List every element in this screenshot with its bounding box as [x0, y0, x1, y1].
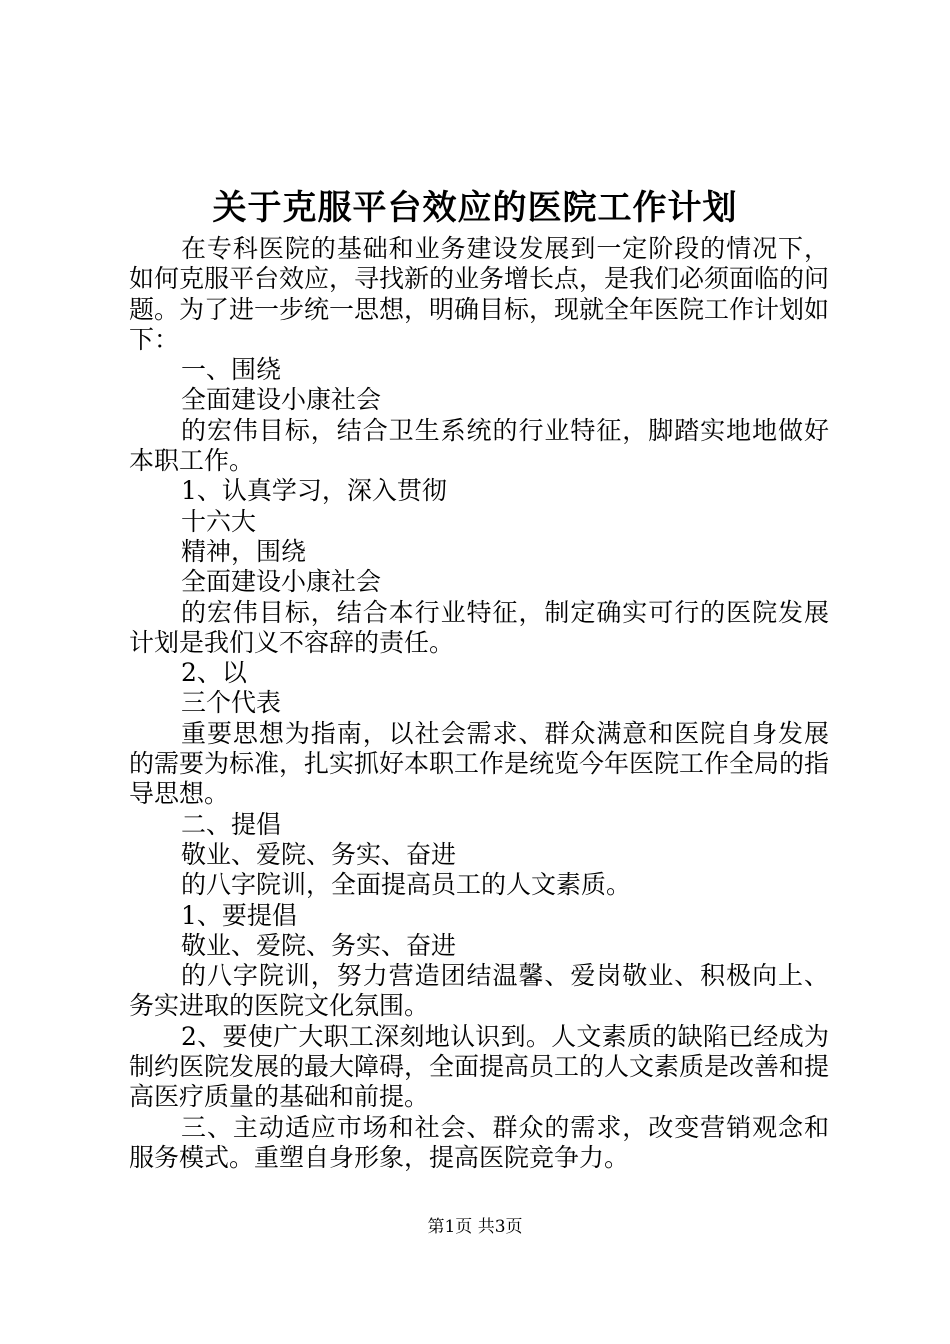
- section-2-quote: 敬业、爱院、务实、奋进: [181, 839, 457, 869]
- item-2-1-quote: 敬业、爱院、务实、奋进: [181, 930, 457, 960]
- section-3-text: 三、主动适应市场和社会、群众的需求，改变营销观念和服务模式。重塑自身形象，提高医院竞争力。: [129, 1112, 829, 1172]
- item-2-1-text: 的八字院训，努力营造团结温馨、爱岗敬业、积极向上、务实进取的医院文化氛围。: [129, 961, 829, 1021]
- item-1-2-text: 重要思想为指南，以社会需求、群众满意和医院自身发展的需要为标准，扎实抓好本职工作是统览今年医院工作全局的指导思想。: [129, 718, 830, 809]
- item-1-1-quote-b: 全面建设小康社会: [181, 567, 382, 597]
- document-title: 关于克服平台效应的医院工作计划: [212, 188, 738, 228]
- item-1-1-line: 精神，围绕: [181, 536, 307, 566]
- document-body: [129, 234, 829, 1173]
- section-1-heading: 一、围绕: [181, 355, 282, 385]
- item-2-2-text: 2、要使广大职工深刻地认识到。人文素质的缺陷已经成为制约医院发展的最大障碍，全面提高员工的人文素质是改善和提高医疗质量的基础和前提。: [129, 1021, 830, 1112]
- item-2-1-heading: 1、要提倡: [181, 900, 297, 930]
- section-1-quote: 全面建设小康社会: [181, 385, 382, 415]
- page-footer: 第1页 共3页: [427, 1217, 523, 1237]
- item-1-1-quote-a: 十六大: [181, 506, 257, 536]
- section-2-heading: 二、提倡: [181, 809, 282, 839]
- item-1-2-heading: 2、以: [181, 658, 247, 688]
- item-1-1-text: 的宏伟目标，结合本行业特征，制定确实可行的医院发展计划是我们义不容辞的责任。: [129, 597, 829, 657]
- section-1-text: 的宏伟目标，结合卫生系统的行业特征，脚踏实地地做好本职工作。: [129, 415, 829, 476]
- item-1-2-quote: 三个代表: [181, 688, 282, 718]
- intro-paragraph: 在专科医院的基础和业务建设发展到一定阶段的情况下，如何克服平台效应，寻找新的业务增长点，是我们必须面临的问题。为了进一步统一思想，明确目标，现就全年医院工作计划如下：: [129, 234, 830, 354]
- item-1-1-heading: 1、认真学习，深入贯彻: [181, 476, 447, 506]
- section-2-text: 的八字院训，全面提高员工的人文素质。: [181, 870, 632, 900]
